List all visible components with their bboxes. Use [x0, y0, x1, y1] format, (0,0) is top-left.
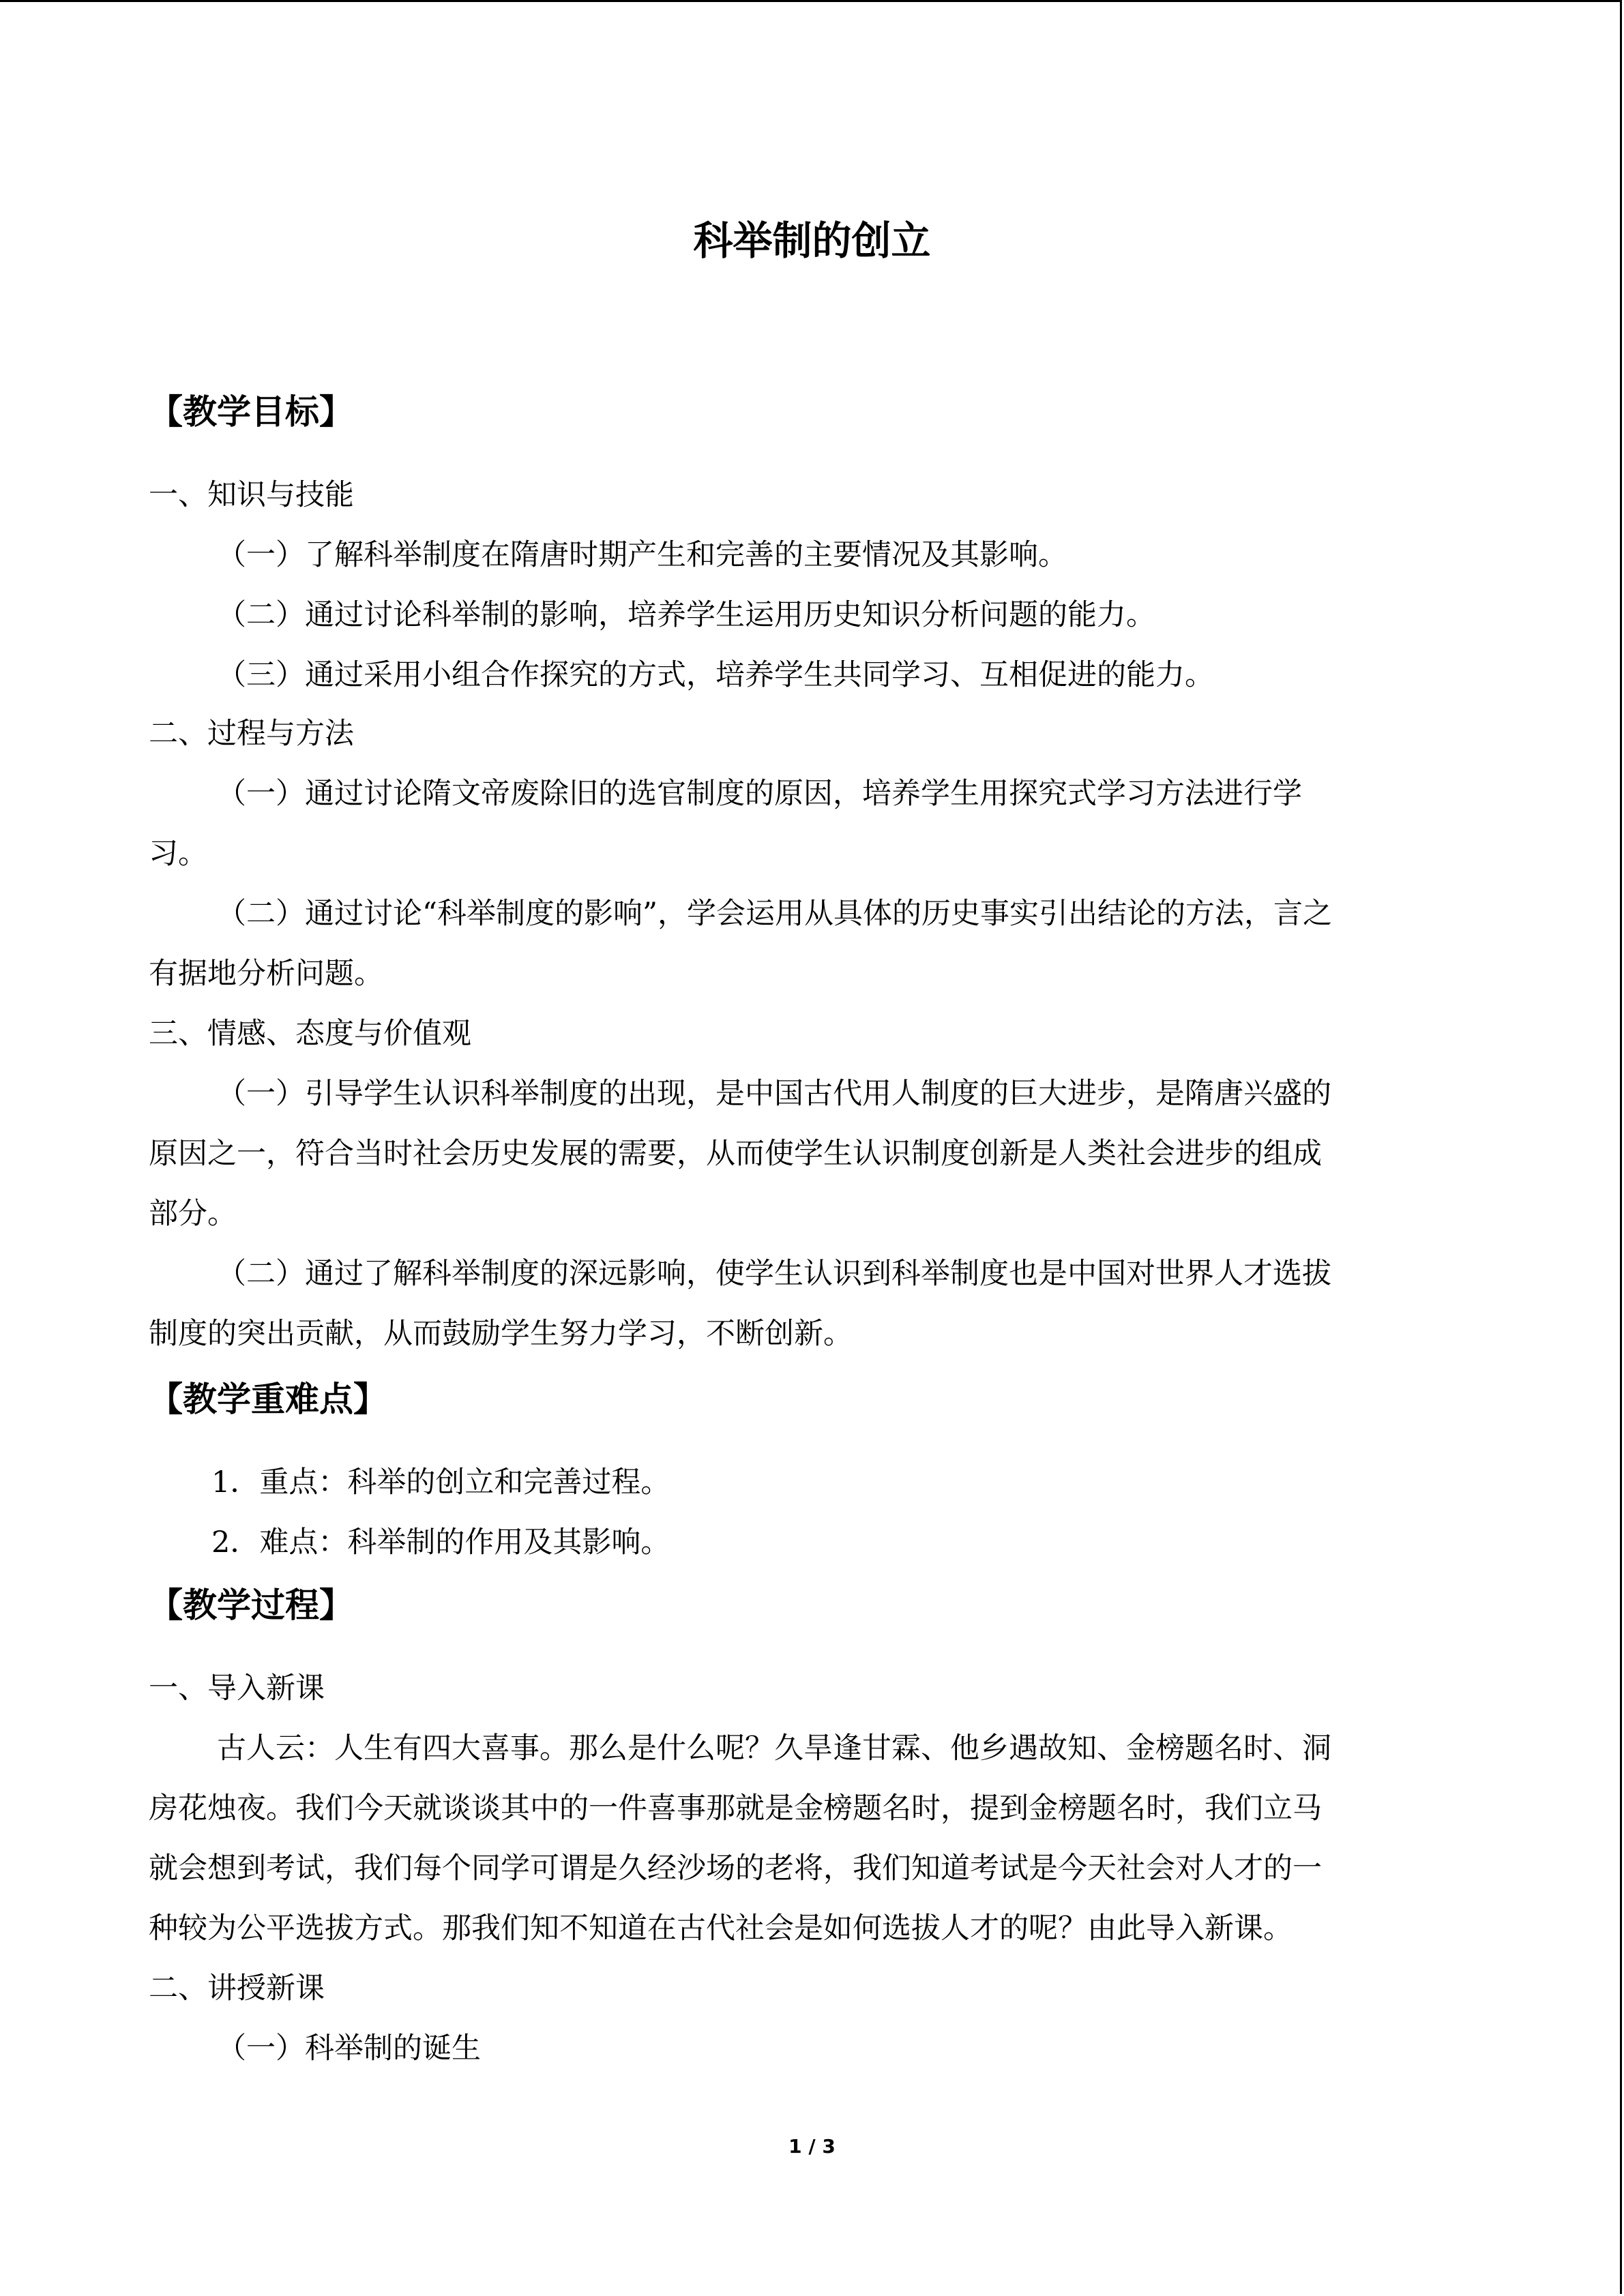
paragraph-line: 习。 [149, 837, 207, 871]
page-number: 1 / 3 [788, 2135, 836, 2158]
objective-item: （二）通过讨论科举制的影响，培养学生运用历史知识分析问题的能力。 [217, 598, 1155, 632]
paragraph-line: 种较为公平选拔方式。那我们知不知道在古代社会是如何选拔人才的呢？由此导入新课。 [149, 1911, 1293, 1945]
paragraph-line: （一）通过讨论隋文帝废除旧的选官制度的原因，培养学生用探究式学习方法进行学 [217, 777, 1302, 811]
subheading-emotion-values: 三、情感、态度与价值观 [149, 1017, 471, 1051]
subheading-intro: 一、导入新课 [149, 1671, 325, 1705]
heading-key-points: 【教学重难点】 [149, 1380, 387, 1419]
paragraph-line: （二）通过了解科举制度的深远影响，使学生认识到科举制度也是中国对世界人才选拔 [217, 1257, 1331, 1291]
lesson-item: （一）科举制的诞生 [217, 2031, 481, 2066]
objective-item: （三）通过采用小组合作探究的方式，培养学生共同学习、互相促进的能力。 [217, 658, 1214, 692]
document-title: 科举制的创立 [693, 218, 931, 264]
subheading-knowledge-skills: 一、知识与技能 [149, 478, 354, 512]
key-point-item: 2．难点：科举制的作用及其影响。 [211, 1525, 670, 1560]
paragraph-line: 制度的突出贡献，从而鼓励学生努力学习，不断创新。 [149, 1317, 853, 1351]
paragraph-line: 就会想到考试，我们每个同学可谓是久经沙场的老将，我们知道考试是今天社会对人才的一 [149, 1851, 1322, 1885]
objective-item: （一）了解科举制度在隋唐时期产生和完善的主要情况及其影响。 [217, 538, 1067, 572]
subheading-new-lesson: 二、讲授新课 [149, 1971, 325, 2006]
paragraph-line: 古人云：人生有四大喜事。那么是什么呢？久旱逢甘霖、他乡遇故知、金榜题名时、洞 [217, 1731, 1331, 1765]
paragraph-line: 房花烛夜。我们今天就谈谈其中的一件喜事那就是金榜题名时，提到金榜题名时，我们立马 [149, 1791, 1322, 1825]
heading-process: 【教学过程】 [149, 1585, 353, 1625]
paragraph-line: （二）通过讨论“科举制度的影响”，学会运用从具体的历史事实引出结论的方法，言之 [217, 897, 1332, 931]
paragraph-line: 有据地分析问题。 [149, 957, 383, 991]
paragraph-line: 原因之一，符合当时社会历史发展的需要，从而使学生认识制度创新是人类社会进步的组成 [149, 1137, 1322, 1171]
key-point-item: 1．重点：科举的创立和完善过程。 [211, 1465, 670, 1500]
paragraph-line: 部分。 [149, 1197, 237, 1231]
paragraph-line: （一）引导学生认识科举制度的出现，是中国古代用人制度的巨大进步，是隋唐兴盛的 [217, 1077, 1331, 1111]
heading-objectives: 【教学目标】 [149, 392, 353, 432]
subheading-process-method: 二、过程与方法 [149, 717, 354, 751]
